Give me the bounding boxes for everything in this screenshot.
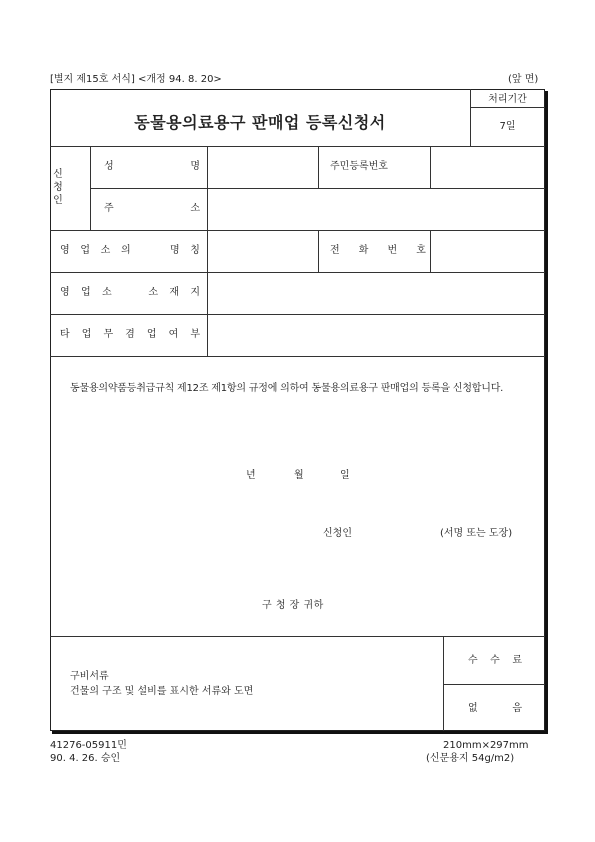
page-side-label: (앞 면) [508,74,539,85]
other-business-label: 타 업 무 겸 업 여 부 [60,329,200,340]
date-day-label: 일 [340,470,350,481]
frame-shadow-bottom [52,731,548,734]
name-label: 성 명 [104,161,200,172]
processing-period-label: 처리기간 [488,94,527,105]
paper-size: 210mm×297mm [443,740,529,751]
frame-shadow-right [545,91,548,734]
business-name-label: 영 업 소 의 명 칭 [60,245,200,256]
divider [50,272,545,273]
form-code: 41276-05911민 [50,740,127,751]
divider [90,146,91,230]
paper-type: (신문용지 54g/m2) [426,753,515,764]
required-documents-title: 구비서류 [70,671,109,682]
divider [50,146,545,147]
form-title: 동물용의료용구 판매업 등록신청서 [134,113,386,132]
fee-value: 없 음 [468,703,522,714]
divider [430,230,431,272]
applicant-signature-label: 신청인 [323,528,352,539]
signature-note: (서명 또는 도장) [440,528,513,539]
divider [50,636,545,637]
divider [50,230,545,231]
applicant-group-label: 신 청 인 [53,169,63,206]
form-number-label: [별지 제15호 서식] <개정 94. 8. 20> [50,74,222,85]
divider [50,314,545,315]
address-label: 주 소 [104,203,200,214]
date-month-label: 월 [294,470,304,481]
divider [443,684,545,685]
divider [318,230,319,272]
required-documents-item: 건물의 구조 및 설비를 표시한 서류와 도면 [70,686,254,697]
resident-number-label: 주민등록번호 [330,161,388,172]
fee-label: 수 수 료 [468,655,522,666]
divider [207,146,208,356]
divider [430,146,431,188]
processing-period-value: 7일 [499,121,516,132]
addressee-label: 구 청 장 귀하 [262,600,324,611]
business-location-label: 영 업 소 소 재 지 [60,287,200,298]
approval-date: 90. 4. 26. 승인 [50,753,121,764]
phone-label: 전 화 번 호 [330,245,426,256]
date-year-label: 년 [246,470,256,481]
form-frame [50,89,545,731]
divider [318,146,319,188]
divider [90,188,545,189]
divider [50,356,545,357]
divider [470,107,545,108]
application-statement: 동물용의약품등취급규칙 제12조 제1항의 규정에 의하여 동물용의료용구 판매업의 등록을 신청합니다. [70,383,504,394]
